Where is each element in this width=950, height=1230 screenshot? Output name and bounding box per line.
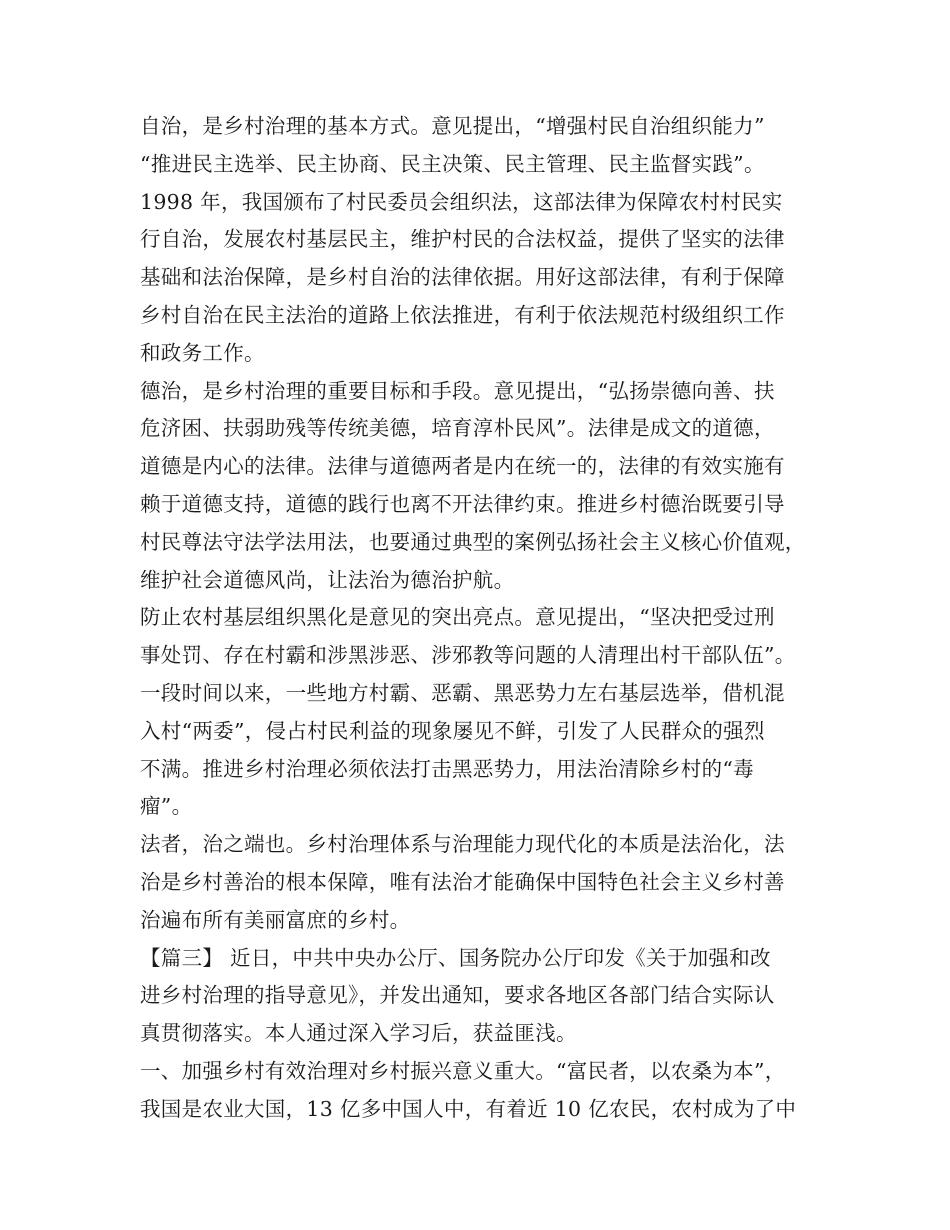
text-line: 治是乡村善治的根本保障，唯有法治才能确保中国特色社会主义乡村善 bbox=[140, 869, 785, 894]
text-line: 治遍布所有美丽富庶的乡村。 bbox=[140, 907, 411, 932]
paragraph-rule-of-law bbox=[140, 826, 820, 939]
document-body bbox=[140, 108, 820, 1129]
paragraph-chapter-three bbox=[140, 940, 820, 1053]
text-line: 入村“两委”，侵占村民利益的现象屡见不鲜，引发了人民群众的强烈 bbox=[140, 718, 765, 743]
paragraph-moral-governance bbox=[140, 373, 820, 600]
text-line: 自治，是乡村治理的基本方式。意见提出，“增强村民自治组织能力” bbox=[140, 114, 765, 138]
text-line: 德治，是乡村治理的重要目标和手段。意见提出，“弘扬崇德向善、扶 bbox=[140, 378, 775, 403]
paragraph-anti-gang bbox=[140, 599, 820, 826]
text-line: 我国是农业大国，13 亿多中国人中，有着近 10 亿农民，农村成为了中 bbox=[140, 1096, 797, 1121]
text-line: 法者，治之端也。乡村治理体系与治理能力现代化的本质是法治化，法 bbox=[140, 832, 785, 857]
text-line: 瘤”。 bbox=[140, 794, 193, 819]
text-line: 1998 年，我国颁布了村民委员会组织法，这部法律为保障农村村民实 bbox=[140, 189, 783, 214]
text-line: 基础和法治保障，是乡村自治的法律依据。用好这部法律，有利于保障 bbox=[140, 265, 785, 290]
text-line: 【篇三】 近日，中共中央办公厅、国务院办公厅印发《关于加强和改 bbox=[140, 945, 771, 970]
text-line: 不满。推进乡村治理必须依法打击黑恶势力，用法治清除乡村的“毒 bbox=[140, 756, 754, 781]
text-line: 进乡村治理的指导意见》，并发出通知，要求各地区各部门结合实际认 bbox=[140, 983, 775, 1008]
text-line: “推进民主选举、民主协商、民主决策、民主管理、民主监督实践”。 bbox=[140, 151, 765, 176]
text-line: 一段时间以来，一些地方村霸、恶霸、黑恶势力左右基层选举，借机混 bbox=[140, 680, 785, 705]
text-line: 乡村自治在民主法治的道路上依法推进，有利于依法规范村级组织工作 bbox=[140, 302, 785, 327]
text-line: 事处罚、存在村霸和涉黑涉恶、涉邪教等问题的人清理出村干部队伍”。 bbox=[140, 643, 796, 668]
text-line: 一、加强乡村有效治理对乡村振兴意义重大。“富民者，以农桑为本”， bbox=[140, 1058, 786, 1083]
text-line: 行自治，发展农村基层民主，维护村民的合法权益，提供了坚实的法律 bbox=[140, 227, 785, 252]
text-line: 防止农村基层组织黑化是意见的突出亮点。意见提出，“坚决把受过刑 bbox=[140, 605, 775, 630]
text-line: 村民尊法守法学法用法，也要通过典型的案例弘扬社会主义核心价值观， bbox=[140, 529, 806, 554]
paragraph-self-governance bbox=[140, 108, 820, 373]
text-line: 危济困、扶弱助残等传统美德，培育淳朴民风”。法律是成文的道德， bbox=[140, 416, 775, 441]
text-line: 维护社会道德风尚，让法治为德治护航。 bbox=[140, 567, 515, 592]
text-line: 和政务工作。 bbox=[140, 340, 265, 365]
text-line: 道德是内心的法律。法律与道德两者是内在统一的，法律的有效实施有 bbox=[140, 454, 785, 479]
text-line: 真贯彻落实。本人通过深入学习后，获益匪浅。 bbox=[140, 1021, 577, 1046]
paragraph-section-one bbox=[140, 1053, 820, 1129]
text-line: 赖于道德支持，道德的践行也离不开法律约束。推进乡村德治既要引导 bbox=[140, 491, 785, 516]
